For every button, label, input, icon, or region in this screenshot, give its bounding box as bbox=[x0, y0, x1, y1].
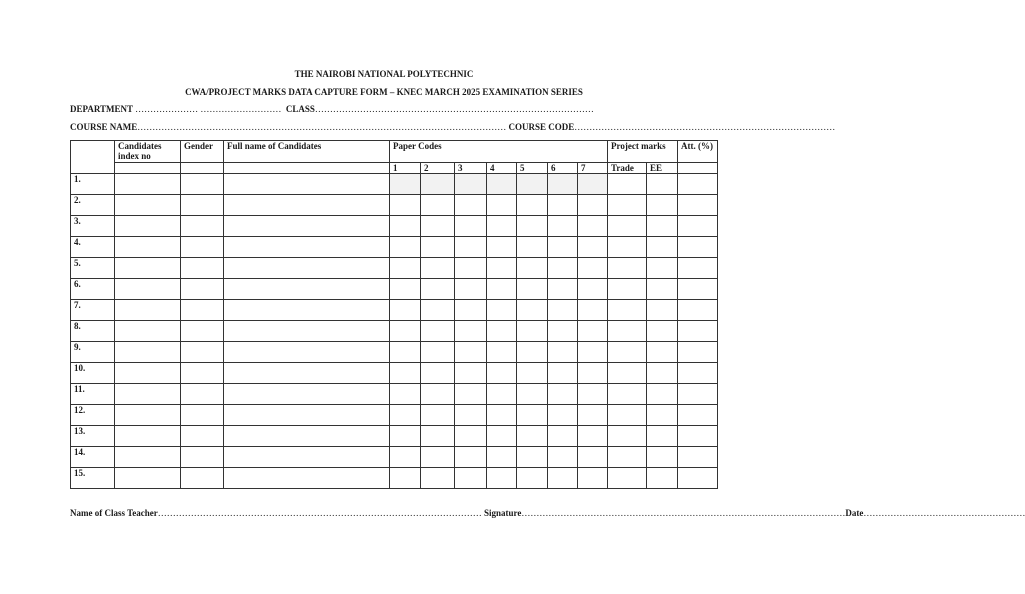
date-label: Date bbox=[845, 508, 864, 518]
paper-5-cell[interactable] bbox=[517, 258, 548, 279]
paper-5-cell[interactable] bbox=[517, 195, 548, 216]
full-name-header: Full name of Candidates bbox=[224, 141, 390, 163]
paper-4-cell[interactable] bbox=[487, 258, 517, 279]
paper-6-cell[interactable] bbox=[548, 405, 578, 426]
full-name-cell[interactable] bbox=[224, 447, 390, 468]
paper-2-cell[interactable] bbox=[421, 342, 455, 363]
paper-code-6: 6 bbox=[548, 163, 578, 174]
index-no-cell[interactable] bbox=[115, 384, 181, 405]
attendance-cell[interactable] bbox=[678, 279, 718, 300]
course-name-label: COURSE NAME bbox=[70, 122, 138, 132]
paper-2-cell[interactable] bbox=[421, 384, 455, 405]
course-name-field[interactable]: …………………………………………………………………………………………………………… bbox=[137, 122, 507, 132]
paper-5-cell[interactable] bbox=[517, 384, 548, 405]
paper-3-cell[interactable] bbox=[455, 447, 487, 468]
index-no-cell[interactable] bbox=[115, 300, 181, 321]
paper-2-cell[interactable] bbox=[421, 216, 455, 237]
course-code-field[interactable]: …………………………………………………………………………… bbox=[574, 122, 836, 132]
attendance-cell[interactable] bbox=[678, 363, 718, 384]
class-teacher-label: Name of Class Teacher bbox=[70, 508, 158, 518]
table-row bbox=[71, 279, 718, 300]
attendance-cell[interactable] bbox=[678, 405, 718, 426]
row-number: 3. bbox=[71, 216, 115, 237]
project-marks-header: Project marks bbox=[608, 141, 678, 163]
index-no-subheader bbox=[115, 163, 181, 174]
table-row bbox=[71, 363, 718, 384]
paper-2-cell[interactable] bbox=[421, 258, 455, 279]
attendance-cell[interactable] bbox=[678, 258, 718, 279]
paper-7-cell[interactable] bbox=[578, 258, 608, 279]
ee-cell[interactable] bbox=[647, 237, 678, 258]
paper-3-cell[interactable] bbox=[455, 426, 487, 447]
trade-cell[interactable] bbox=[608, 447, 647, 468]
attendance-cell[interactable] bbox=[678, 468, 718, 489]
index-no-cell[interactable] bbox=[115, 342, 181, 363]
row-number: 13. bbox=[71, 426, 115, 447]
paper-2-cell[interactable] bbox=[421, 426, 455, 447]
gender-cell[interactable] bbox=[181, 426, 224, 447]
index-no-cell[interactable] bbox=[115, 405, 181, 426]
row-number: 4. bbox=[71, 237, 115, 258]
ee-cell[interactable] bbox=[647, 384, 678, 405]
ee-cell[interactable] bbox=[647, 195, 678, 216]
full-name-cell[interactable] bbox=[224, 384, 390, 405]
gender-cell[interactable] bbox=[181, 468, 224, 489]
paper-4-cell[interactable] bbox=[487, 426, 517, 447]
paper-5-cell[interactable] bbox=[517, 447, 548, 468]
paper-3-cell[interactable] bbox=[455, 258, 487, 279]
paper-1-cell[interactable] bbox=[390, 195, 421, 216]
gender-subheader bbox=[181, 163, 224, 174]
gender-cell[interactable] bbox=[181, 363, 224, 384]
paper-6-cell[interactable] bbox=[548, 426, 578, 447]
gender-cell[interactable] bbox=[181, 279, 224, 300]
paper-5-cell[interactable] bbox=[517, 468, 548, 489]
attendance-cell[interactable] bbox=[678, 300, 718, 321]
paper-codes-header: Paper Codes bbox=[390, 141, 608, 163]
gender-cell[interactable] bbox=[181, 216, 224, 237]
paper-2-cell[interactable] bbox=[421, 195, 455, 216]
paper-2-cell[interactable] bbox=[421, 447, 455, 468]
paper-6-cell[interactable] bbox=[548, 174, 578, 195]
paper-code-7: 7 bbox=[578, 163, 608, 174]
attendance-header: Att. (%) bbox=[678, 141, 718, 163]
ee-cell[interactable] bbox=[647, 405, 678, 426]
full-name-cell[interactable] bbox=[224, 174, 390, 195]
index-no-cell[interactable] bbox=[115, 237, 181, 258]
full-name-cell[interactable] bbox=[224, 468, 390, 489]
paper-1-cell[interactable] bbox=[390, 384, 421, 405]
gender-cell[interactable] bbox=[181, 405, 224, 426]
paper-2-cell[interactable] bbox=[421, 321, 455, 342]
full-name-cell[interactable] bbox=[224, 216, 390, 237]
table-row bbox=[71, 195, 718, 216]
paper-6-cell[interactable] bbox=[548, 363, 578, 384]
paper-4-cell[interactable] bbox=[487, 174, 517, 195]
paper-7-cell[interactable] bbox=[578, 342, 608, 363]
attendance-cell[interactable] bbox=[678, 216, 718, 237]
trade-cell[interactable] bbox=[608, 300, 647, 321]
attendance-cell[interactable] bbox=[678, 195, 718, 216]
index-no-cell[interactable] bbox=[115, 279, 181, 300]
trade-cell[interactable] bbox=[608, 174, 647, 195]
ee-cell[interactable] bbox=[647, 447, 678, 468]
paper-code-3: 3 bbox=[455, 163, 487, 174]
row-number: 10. bbox=[71, 363, 115, 384]
full-name-cell[interactable] bbox=[224, 258, 390, 279]
ee-cell[interactable] bbox=[647, 300, 678, 321]
paper-7-cell[interactable] bbox=[578, 237, 608, 258]
paper-4-cell[interactable] bbox=[487, 216, 517, 237]
paper-1-cell[interactable] bbox=[390, 174, 421, 195]
index-no-cell[interactable] bbox=[115, 447, 181, 468]
full-name-subheader bbox=[224, 163, 390, 174]
ee-cell[interactable] bbox=[647, 426, 678, 447]
ee-cell[interactable] bbox=[647, 468, 678, 489]
paper-3-cell[interactable] bbox=[455, 363, 487, 384]
trade-cell[interactable] bbox=[608, 405, 647, 426]
paper-7-cell[interactable] bbox=[578, 174, 608, 195]
paper-7-cell[interactable] bbox=[578, 321, 608, 342]
table-row bbox=[71, 342, 718, 363]
class-field[interactable]: ………………………………………………………………………………… bbox=[314, 104, 594, 114]
paper-6-cell[interactable] bbox=[548, 195, 578, 216]
gender-cell[interactable] bbox=[181, 342, 224, 363]
paper-code-4: 4 bbox=[487, 163, 517, 174]
paper-3-cell[interactable] bbox=[455, 300, 487, 321]
paper-7-cell[interactable] bbox=[578, 468, 608, 489]
ee-cell[interactable] bbox=[647, 216, 678, 237]
full-name-cell[interactable] bbox=[224, 405, 390, 426]
paper-7-cell[interactable] bbox=[578, 426, 608, 447]
paper-5-cell[interactable] bbox=[517, 237, 548, 258]
paper-code-2: 2 bbox=[421, 163, 455, 174]
paper-2-cell[interactable] bbox=[421, 174, 455, 195]
ee-cell[interactable] bbox=[647, 321, 678, 342]
row-number: 12. bbox=[71, 405, 115, 426]
paper-1-cell[interactable] bbox=[390, 258, 421, 279]
paper-3-cell[interactable] bbox=[455, 342, 487, 363]
row-number: 15. bbox=[71, 468, 115, 489]
paper-3-cell[interactable] bbox=[455, 405, 487, 426]
attendance-cell[interactable] bbox=[678, 384, 718, 405]
header-row bbox=[71, 141, 718, 163]
date-field[interactable]: ……………………………………………… bbox=[863, 508, 1025, 518]
paper-1-cell[interactable] bbox=[390, 237, 421, 258]
table-row bbox=[71, 321, 718, 342]
paper-2-cell[interactable] bbox=[421, 468, 455, 489]
course-line bbox=[70, 122, 835, 132]
paper-2-cell[interactable] bbox=[421, 237, 455, 258]
paper-4-cell[interactable] bbox=[487, 363, 517, 384]
gender-cell[interactable] bbox=[181, 174, 224, 195]
paper-4-cell[interactable] bbox=[487, 384, 517, 405]
paper-6-cell[interactable] bbox=[548, 342, 578, 363]
row-number: 1. bbox=[71, 174, 115, 195]
paper-3-cell[interactable] bbox=[455, 384, 487, 405]
course-code-label: COURSE CODE bbox=[508, 122, 575, 132]
paper-1-cell[interactable] bbox=[390, 405, 421, 426]
department-field[interactable]: ………………… ……………………… bbox=[135, 104, 282, 114]
paper-3-cell[interactable] bbox=[455, 174, 487, 195]
trade-cell[interactable] bbox=[608, 342, 647, 363]
paper-5-cell[interactable] bbox=[517, 216, 548, 237]
table-row bbox=[71, 300, 718, 321]
ee-cell[interactable] bbox=[647, 363, 678, 384]
paper-2-cell[interactable] bbox=[421, 363, 455, 384]
form-title: CWA/PROJECT MARKS DATA CAPTURE FORM – KNEC MARCH 2025 EXAMINATION SERIES bbox=[185, 87, 583, 97]
paper-5-cell[interactable] bbox=[517, 363, 548, 384]
gender-header: Gender bbox=[181, 141, 224, 163]
trade-cell[interactable] bbox=[608, 363, 647, 384]
paper-7-cell[interactable] bbox=[578, 363, 608, 384]
row-number: 2. bbox=[71, 195, 115, 216]
paper-5-cell[interactable] bbox=[517, 300, 548, 321]
gender-cell[interactable] bbox=[181, 237, 224, 258]
paper-2-cell[interactable] bbox=[421, 405, 455, 426]
gender-cell[interactable] bbox=[181, 195, 224, 216]
paper-7-cell[interactable] bbox=[578, 300, 608, 321]
paper-code-5: 5 bbox=[517, 163, 548, 174]
index-no-cell[interactable] bbox=[115, 468, 181, 489]
paper-7-cell[interactable] bbox=[578, 279, 608, 300]
paper-3-cell[interactable] bbox=[455, 195, 487, 216]
index-no-header: Candidates index no bbox=[115, 141, 181, 163]
row-number: 7. bbox=[71, 300, 115, 321]
gender-cell[interactable] bbox=[181, 321, 224, 342]
paper-5-cell[interactable] bbox=[517, 321, 548, 342]
attendance-cell[interactable] bbox=[678, 426, 718, 447]
paper-4-cell[interactable] bbox=[487, 405, 517, 426]
footer-line bbox=[70, 508, 1025, 518]
paper-5-cell[interactable] bbox=[517, 426, 548, 447]
paper-5-cell[interactable] bbox=[517, 174, 548, 195]
index-no-cell[interactable] bbox=[115, 426, 181, 447]
table-row bbox=[71, 405, 718, 426]
paper-1-cell[interactable] bbox=[390, 321, 421, 342]
department-label: DEPARTMENT bbox=[70, 104, 133, 114]
paper-7-cell[interactable] bbox=[578, 195, 608, 216]
paper-6-cell[interactable] bbox=[548, 216, 578, 237]
attendance-subheader bbox=[678, 163, 718, 174]
paper-1-cell[interactable] bbox=[390, 342, 421, 363]
ee-cell[interactable] bbox=[647, 258, 678, 279]
trade-cell[interactable] bbox=[608, 468, 647, 489]
institution-title: THE NAIROBI NATIONAL POLYTECHNIC bbox=[294, 69, 474, 79]
paper-6-cell[interactable] bbox=[548, 300, 578, 321]
ee-cell[interactable] bbox=[647, 279, 678, 300]
ee-subheader: EE bbox=[647, 163, 678, 174]
gender-cell[interactable] bbox=[181, 300, 224, 321]
paper-3-cell[interactable] bbox=[455, 237, 487, 258]
paper-3-cell[interactable] bbox=[455, 279, 487, 300]
class-label: CLASS bbox=[285, 104, 315, 114]
index-no-cell[interactable] bbox=[115, 174, 181, 195]
trade-cell[interactable] bbox=[608, 426, 647, 447]
paper-7-cell[interactable] bbox=[578, 405, 608, 426]
paper-4-cell[interactable] bbox=[487, 279, 517, 300]
index-no-cell[interactable] bbox=[115, 195, 181, 216]
row-number: 9. bbox=[71, 342, 115, 363]
index-no-cell[interactable] bbox=[115, 258, 181, 279]
index-no-cell[interactable] bbox=[115, 216, 181, 237]
gender-cell[interactable] bbox=[181, 258, 224, 279]
index-no-cell[interactable] bbox=[115, 321, 181, 342]
paper-4-cell[interactable] bbox=[487, 447, 517, 468]
trade-cell[interactable] bbox=[608, 384, 647, 405]
trade-subheader: Trade bbox=[608, 163, 647, 174]
attendance-cell[interactable] bbox=[678, 237, 718, 258]
paper-3-cell[interactable] bbox=[455, 216, 487, 237]
paper-1-cell[interactable] bbox=[390, 447, 421, 468]
trade-cell[interactable] bbox=[608, 321, 647, 342]
paper-1-cell[interactable] bbox=[390, 216, 421, 237]
paper-5-cell[interactable] bbox=[517, 342, 548, 363]
paper-1-cell[interactable] bbox=[390, 300, 421, 321]
paper-5-cell[interactable] bbox=[517, 279, 548, 300]
gender-cell[interactable] bbox=[181, 384, 224, 405]
paper-7-cell[interactable] bbox=[578, 216, 608, 237]
gender-cell[interactable] bbox=[181, 447, 224, 468]
signature-label: Signature bbox=[484, 508, 522, 518]
paper-6-cell[interactable] bbox=[548, 384, 578, 405]
paper-1-cell[interactable] bbox=[390, 426, 421, 447]
paper-4-cell[interactable] bbox=[487, 321, 517, 342]
table-row bbox=[71, 174, 718, 195]
full-name-cell[interactable] bbox=[224, 237, 390, 258]
full-name-cell[interactable] bbox=[224, 426, 390, 447]
paper-7-cell[interactable] bbox=[578, 447, 608, 468]
paper-4-cell[interactable] bbox=[487, 237, 517, 258]
row-number: 5. bbox=[71, 258, 115, 279]
paper-6-cell[interactable] bbox=[548, 258, 578, 279]
department-line bbox=[70, 104, 594, 114]
paper-5-cell[interactable] bbox=[517, 405, 548, 426]
signature-field[interactable]: ……………………………………………………………………………………………… bbox=[521, 508, 846, 518]
row-number: 8. bbox=[71, 321, 115, 342]
row-number: 11. bbox=[71, 384, 115, 405]
subheader-row bbox=[71, 163, 718, 174]
trade-cell[interactable] bbox=[608, 279, 647, 300]
table-row bbox=[71, 237, 718, 258]
ee-cell[interactable] bbox=[647, 342, 678, 363]
full-name-cell[interactable] bbox=[224, 279, 390, 300]
table-row bbox=[71, 426, 718, 447]
row-number-header bbox=[71, 141, 115, 174]
attendance-cell[interactable] bbox=[678, 447, 718, 468]
row-number: 6. bbox=[71, 279, 115, 300]
full-name-cell[interactable] bbox=[224, 363, 390, 384]
trade-cell[interactable] bbox=[608, 237, 647, 258]
paper-4-cell[interactable] bbox=[487, 300, 517, 321]
table-row bbox=[71, 258, 718, 279]
paper-4-cell[interactable] bbox=[487, 195, 517, 216]
row-number: 14. bbox=[71, 447, 115, 468]
table-row bbox=[71, 384, 718, 405]
index-no-cell[interactable] bbox=[115, 363, 181, 384]
ee-cell[interactable] bbox=[647, 174, 678, 195]
paper-2-cell[interactable] bbox=[421, 279, 455, 300]
table-row bbox=[71, 216, 718, 237]
paper-6-cell[interactable] bbox=[548, 468, 578, 489]
attendance-cell[interactable] bbox=[678, 321, 718, 342]
full-name-cell[interactable] bbox=[224, 321, 390, 342]
paper-1-cell[interactable] bbox=[390, 468, 421, 489]
trade-cell[interactable] bbox=[608, 258, 647, 279]
paper-6-cell[interactable] bbox=[548, 279, 578, 300]
attendance-cell[interactable] bbox=[678, 174, 718, 195]
paper-4-cell[interactable] bbox=[487, 468, 517, 489]
paper-2-cell[interactable] bbox=[421, 300, 455, 321]
full-name-cell[interactable] bbox=[224, 342, 390, 363]
paper-6-cell[interactable] bbox=[548, 321, 578, 342]
table-row bbox=[71, 447, 718, 468]
paper-1-cell[interactable] bbox=[390, 363, 421, 384]
paper-3-cell[interactable] bbox=[455, 468, 487, 489]
paper-3-cell[interactable] bbox=[455, 321, 487, 342]
table-row bbox=[71, 468, 718, 489]
paper-6-cell[interactable] bbox=[548, 237, 578, 258]
marks-table bbox=[70, 140, 718, 489]
trade-cell[interactable] bbox=[608, 195, 647, 216]
full-name-cell[interactable] bbox=[224, 300, 390, 321]
paper-1-cell[interactable] bbox=[390, 279, 421, 300]
trade-cell[interactable] bbox=[608, 216, 647, 237]
paper-code-1: 1 bbox=[390, 163, 421, 174]
attendance-cell[interactable] bbox=[678, 342, 718, 363]
paper-7-cell[interactable] bbox=[578, 384, 608, 405]
class-teacher-field[interactable]: ……………………………………………………………………………………………… bbox=[157, 508, 482, 518]
full-name-cell[interactable] bbox=[224, 195, 390, 216]
paper-6-cell[interactable] bbox=[548, 447, 578, 468]
paper-4-cell[interactable] bbox=[487, 342, 517, 363]
